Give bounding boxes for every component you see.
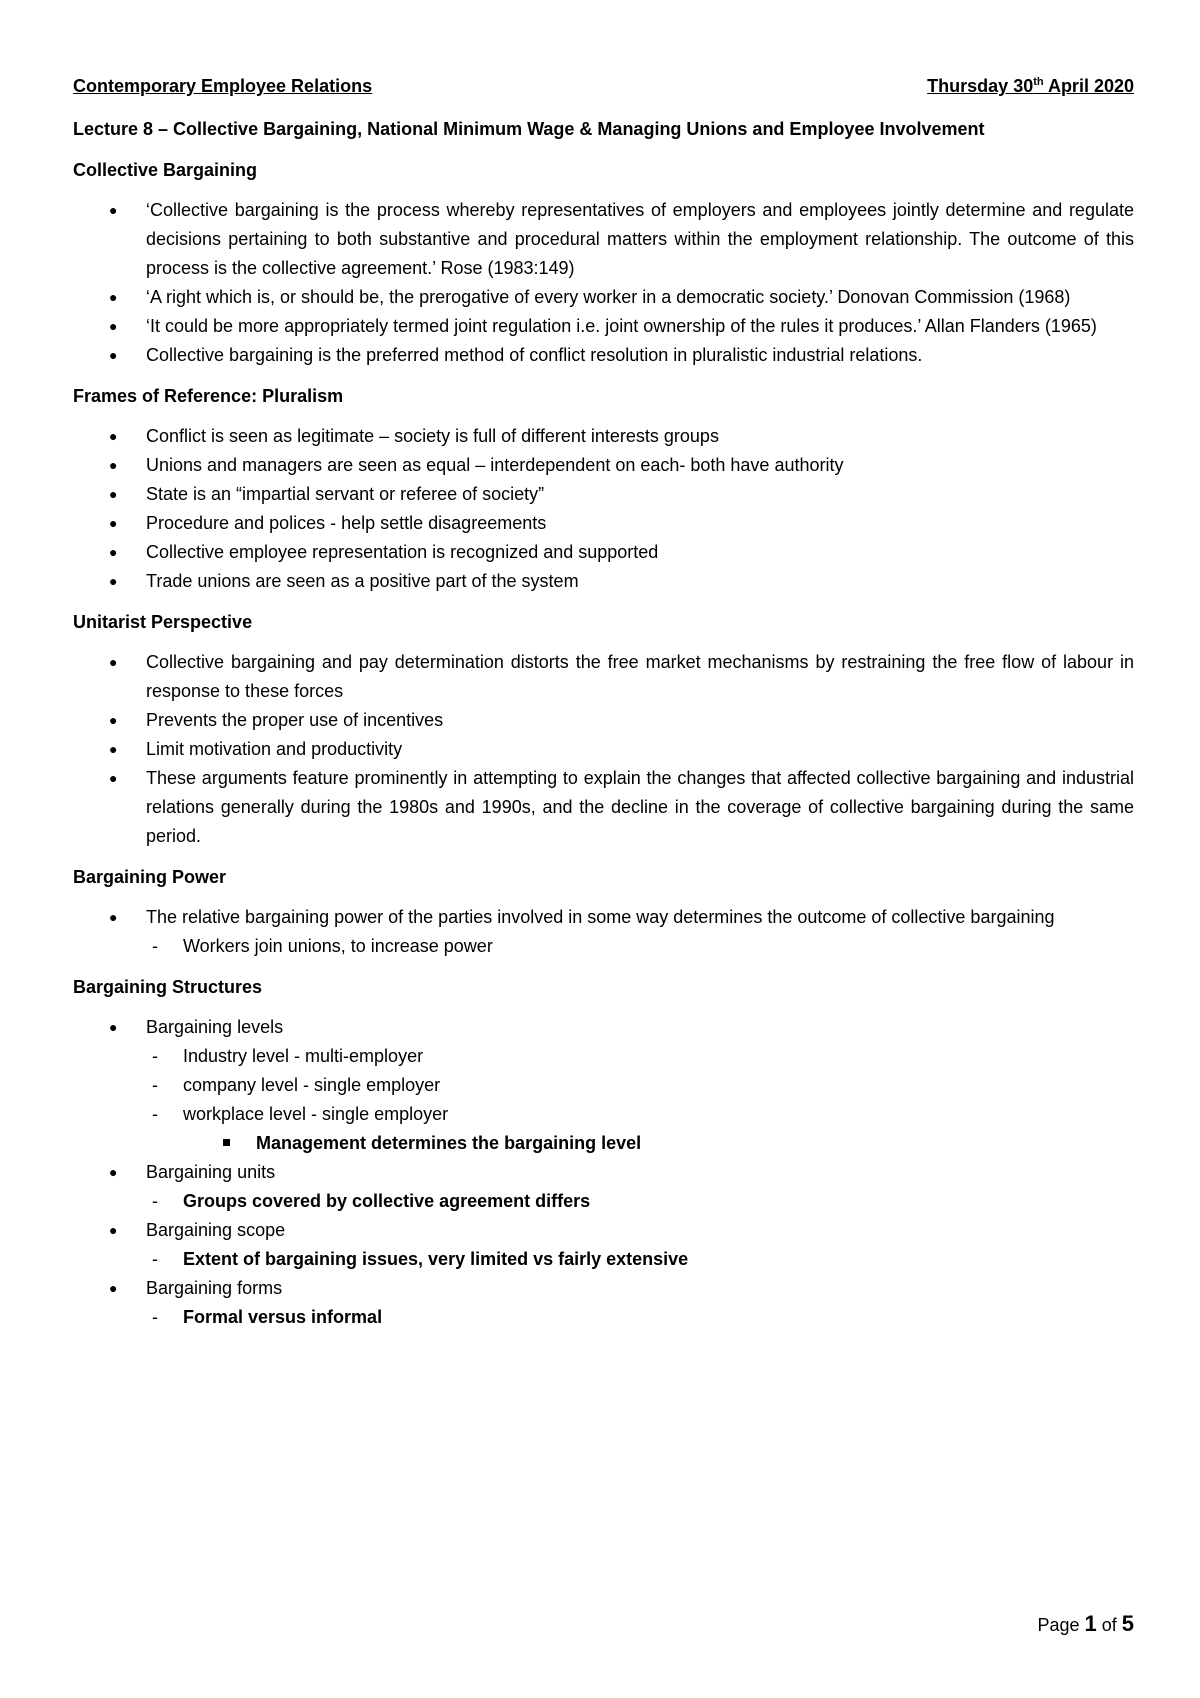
bullet-icon: ● xyxy=(109,1019,118,1035)
dash-icon: - xyxy=(152,936,158,956)
page-header xyxy=(73,74,1134,98)
course-title: Contemporary Employee Relations xyxy=(73,76,373,96)
list-item xyxy=(73,764,1134,851)
list-item xyxy=(73,509,1134,538)
dash-icon: - xyxy=(152,1307,158,1327)
list-item-text: Procedure and polices - help settle disagreements xyxy=(146,513,547,533)
sub-list xyxy=(146,1042,1134,1158)
sub-list-item-text: Extent of bargaining issues, very limited vs fairly extensive xyxy=(183,1249,689,1269)
sub-list-item-text: Groups covered by collective agreement differs xyxy=(183,1191,591,1211)
page-total: 5 xyxy=(1121,1611,1134,1636)
list-item-text: Unions and managers are seen as equal – interdependent on each- both have authority xyxy=(146,455,844,475)
dash-icon: - xyxy=(152,1046,158,1066)
list-item-text: ‘Collective bargaining is the process whereby representatives of employers and employees jointly determine and regulate decisions pertaining to both substantive and procedural matters within the employment relationship. The outcome of this process is the collective agreement.’ Rose (1983:149) xyxy=(146,200,1134,278)
bullet-icon: ● xyxy=(109,318,118,334)
list-item xyxy=(73,480,1134,509)
dash-icon: - xyxy=(152,1075,158,1095)
bullet-icon: ● xyxy=(109,347,118,363)
list-item-text: Prevents the proper use of incentives xyxy=(146,710,444,730)
list-item-text: Bargaining levels xyxy=(146,1017,284,1037)
list-item-text: The relative bargaining power of the parties involved in some way determines the outcome of collective bargaining xyxy=(146,907,1055,927)
list-item-text: Bargaining forms xyxy=(146,1278,283,1298)
bullet-icon: ● xyxy=(109,712,118,728)
square-bullet-icon xyxy=(223,1139,230,1146)
date-prefix: Thursday 30 xyxy=(927,76,1034,96)
heading-bargaining-power: Bargaining Power xyxy=(73,867,227,887)
bullet-icon: ● xyxy=(109,770,118,786)
list-pluralism xyxy=(73,422,1134,596)
list-item xyxy=(73,451,1134,480)
bullet-icon: ● xyxy=(109,1280,118,1296)
list-item-text: Bargaining scope xyxy=(146,1220,286,1240)
sub-list-item xyxy=(73,1245,1134,1274)
list-item xyxy=(73,1216,1134,1274)
list-item-text: Collective bargaining is the preferred method of conflict resolution in pluralistic industrial relations. xyxy=(146,345,923,365)
sub-list-item-text: Workers join unions, to increase power xyxy=(183,936,493,956)
list-item xyxy=(73,341,1134,370)
sub-list xyxy=(146,1303,1134,1332)
list-item xyxy=(73,567,1134,596)
bullet-icon: ● xyxy=(109,1164,118,1180)
sub-list xyxy=(146,1187,1134,1216)
bullet-icon: ● xyxy=(109,654,118,670)
heading-collective-bargaining: Collective Bargaining xyxy=(73,160,258,180)
bullet-icon: ● xyxy=(109,573,118,589)
heading-unitarist: Unitarist Perspective xyxy=(73,612,253,632)
bullet-icon: ● xyxy=(109,515,118,531)
sub-list-item xyxy=(73,1042,1134,1071)
sub-list-item-text: Formal versus informal xyxy=(183,1307,383,1327)
list-item-text: Collective employee representation is recognized and supported xyxy=(146,542,659,562)
list-item xyxy=(73,422,1134,451)
sub-list-item-text: workplace level - single employer xyxy=(183,1104,449,1124)
list-item xyxy=(73,903,1134,961)
bullet-icon: ● xyxy=(109,289,118,305)
bullet-icon: ● xyxy=(109,741,118,757)
of-word: of xyxy=(1096,1615,1122,1635)
list-item-text: ‘It could be more appropriately termed joint regulation i.e. joint ownership of the rules it produces.’ Allan Flanders (1965) xyxy=(146,316,1097,336)
list-item-text: Conflict is seen as legitimate – society is full of different interests groups xyxy=(146,426,719,446)
bullet-icon: ● xyxy=(109,428,118,444)
lecture-date xyxy=(927,74,1134,98)
sub-list-item-text: Industry level - multi-employer xyxy=(183,1046,424,1066)
list-bargaining-power xyxy=(73,903,1134,961)
sub-list-item-text: company level - single employer xyxy=(183,1075,441,1095)
list-item xyxy=(73,1013,1134,1158)
list-item-text: Collective bargaining and pay determination distorts the free market mechanisms by restraining the free flow of labour in response to these forces xyxy=(146,652,1134,701)
bullet-icon: ● xyxy=(109,909,118,925)
list-item-text: These arguments feature prominently in attempting to explain the changes that affected collective bargaining and industrial relations generally during the 1980s and 1990s, and the decline in the coverage of collective bargaining during the same period. xyxy=(146,768,1134,846)
sub-list-item xyxy=(73,1100,1134,1158)
list-item xyxy=(73,735,1134,764)
list-bargaining-structures xyxy=(73,1013,1134,1332)
bullet-icon: ● xyxy=(109,1222,118,1238)
sub-list-item xyxy=(73,1071,1134,1100)
list-item xyxy=(73,1274,1134,1332)
list-item-text: Trade unions are seen as a positive part of the system xyxy=(146,571,579,591)
bullet-icon: ● xyxy=(109,486,118,502)
list-item xyxy=(73,1158,1134,1216)
dash-icon: - xyxy=(152,1191,158,1211)
sub-sub-list-item xyxy=(73,1129,1134,1158)
dash-icon: - xyxy=(152,1249,158,1269)
date-suffix: April 2020 xyxy=(1043,76,1134,96)
list-item xyxy=(73,196,1134,283)
date-superscript: th xyxy=(1033,76,1044,88)
list-item xyxy=(73,312,1134,341)
sub-list xyxy=(146,1245,1134,1274)
list-item-text: State is an “impartial servant or referee of society” xyxy=(146,484,545,504)
sub-list-item xyxy=(73,1303,1134,1332)
bullet-icon: ● xyxy=(109,457,118,473)
list-item-text: Limit motivation and productivity xyxy=(146,739,403,759)
list-item-text: Bargaining units xyxy=(146,1162,276,1182)
list-collective-bargaining xyxy=(73,196,1134,370)
page-number: 1 xyxy=(1084,1611,1097,1636)
heading-bargaining-structures: Bargaining Structures xyxy=(73,977,263,997)
list-item xyxy=(73,648,1134,706)
bullet-icon: ● xyxy=(109,544,118,560)
lecture-title: Lecture 8 – Collective Bargaining, National Minimum Wage & Managing Unions and Employee Involvement xyxy=(73,119,985,139)
list-item-text: ‘A right which is, or should be, the prerogative of every worker in a democratic society.’ Donovan Commission (1968) xyxy=(146,287,1071,307)
page-footer xyxy=(1037,1611,1134,1638)
sub-sub-list xyxy=(183,1129,1134,1158)
sub-sub-list-item-text: Management determines the bargaining level xyxy=(256,1133,642,1153)
list-unitarist xyxy=(73,648,1134,851)
sub-list-item xyxy=(73,932,1134,961)
page-word: Page xyxy=(1037,1615,1085,1635)
list-item xyxy=(73,538,1134,567)
list-item xyxy=(73,283,1134,312)
dash-icon: - xyxy=(152,1104,158,1124)
bullet-icon: ● xyxy=(109,202,118,218)
list-item xyxy=(73,706,1134,735)
heading-pluralism: Frames of Reference: Pluralism xyxy=(73,386,344,406)
sub-list xyxy=(146,932,1134,961)
sub-list-item xyxy=(73,1187,1134,1216)
